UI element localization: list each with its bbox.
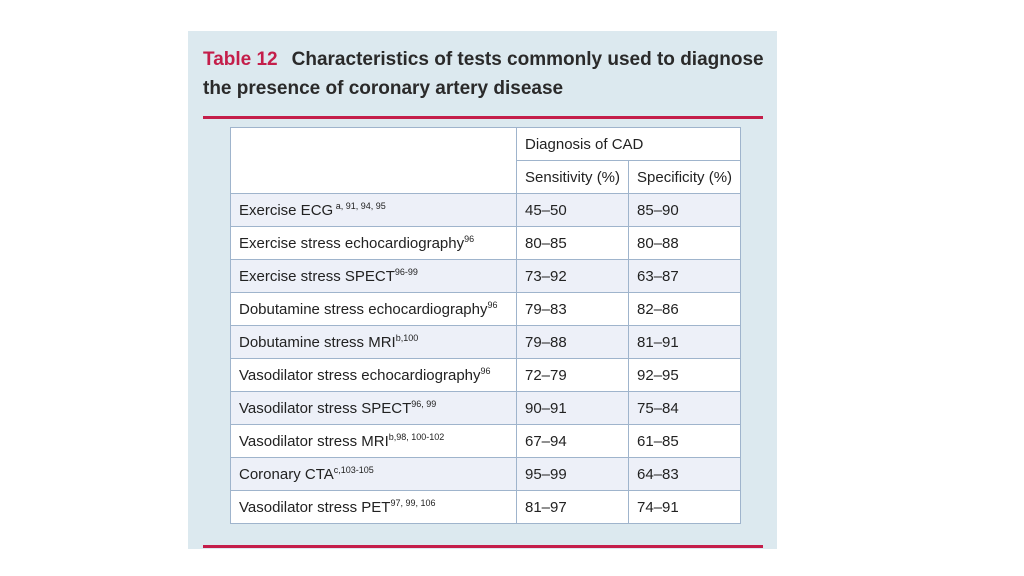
sensitivity-cell: 90–91 <box>517 392 629 425</box>
test-name-cell <box>231 326 517 359</box>
test-name: Vasodilator stress PET <box>239 498 391 516</box>
specificity-cell: 64–83 <box>629 458 741 491</box>
header-row-group <box>231 128 741 161</box>
sensitivity-cell: 73–92 <box>517 260 629 293</box>
test-name-cell <box>231 392 517 425</box>
table-row <box>231 425 741 458</box>
test-name-cell <box>231 194 517 227</box>
table-caption <box>203 45 768 103</box>
sensitivity-cell: 79–88 <box>517 326 629 359</box>
bottom-rule <box>203 545 763 548</box>
sensitivity-header: Sensitivity (%) <box>517 161 629 194</box>
table-title: Characteristics of tests commonly used to diagnose the presence of coronary artery disease <box>203 49 764 99</box>
table-row <box>231 491 741 524</box>
specificity-cell: 92–95 <box>629 359 741 392</box>
test-name: Vasodilator stress SPECT <box>239 399 412 417</box>
sensitivity-cell: 80–85 <box>517 227 629 260</box>
specificity-cell: 63–87 <box>629 260 741 293</box>
specificity-header: Specificity (%) <box>629 161 741 194</box>
sensitivity-cell: 72–79 <box>517 359 629 392</box>
sensitivity-cell: 79–83 <box>517 293 629 326</box>
reference-superscript: 96-99 <box>394 266 418 277</box>
specificity-cell: 85–90 <box>629 194 741 227</box>
test-name: Vasodilator stress MRI <box>239 432 389 450</box>
reference-superscript: b,98, 100-102 <box>388 431 445 442</box>
table-number: Table 12 <box>203 49 278 70</box>
specificity-cell: 80–88 <box>629 227 741 260</box>
test-name-cell <box>231 260 517 293</box>
table-row <box>231 194 741 227</box>
test-name: Coronary CTA <box>239 465 334 483</box>
test-name-cell <box>231 227 517 260</box>
test-name: Dobutamine stress echocardiography <box>239 300 488 318</box>
test-name-cell <box>231 458 517 491</box>
reference-superscript: b,100 <box>395 332 419 343</box>
top-rule <box>203 116 763 119</box>
header-empty-cell <box>231 128 517 194</box>
table-row <box>231 260 741 293</box>
reference-superscript: a, 91, 94, 95 <box>333 200 386 211</box>
reference-superscript: 96, 99 <box>411 398 437 409</box>
specificity-cell: 75–84 <box>629 392 741 425</box>
reference-superscript: 97, 99, 106 <box>390 497 436 508</box>
test-name: Exercise stress SPECT <box>239 267 395 285</box>
sensitivity-cell: 67–94 <box>517 425 629 458</box>
test-name: Dobutamine stress MRI <box>239 333 396 351</box>
sensitivity-cell: 95–99 <box>517 458 629 491</box>
reference-superscript: 96 <box>464 233 475 244</box>
test-name: Vasodilator stress echocardiography <box>239 366 481 384</box>
table-body <box>231 194 741 524</box>
data-table <box>230 127 741 524</box>
specificity-cell: 74–91 <box>629 491 741 524</box>
test-name-cell <box>231 491 517 524</box>
test-name: Exercise stress echocardiography <box>239 234 465 252</box>
test-name-cell <box>231 359 517 392</box>
reference-superscript: 96 <box>487 299 498 310</box>
specificity-cell: 81–91 <box>629 326 741 359</box>
table-row <box>231 293 741 326</box>
test-name: Exercise ECG <box>239 201 334 219</box>
table-panel <box>188 31 777 549</box>
group-header-cell: Diagnosis of CAD <box>517 128 741 161</box>
table-row <box>231 326 741 359</box>
table-row <box>231 359 741 392</box>
reference-superscript: c,103-105 <box>333 464 374 475</box>
table-row <box>231 458 741 491</box>
reference-superscript: 96 <box>480 365 491 376</box>
table-row <box>231 392 741 425</box>
table-row <box>231 227 741 260</box>
specificity-cell: 61–85 <box>629 425 741 458</box>
test-name-cell <box>231 425 517 458</box>
specificity-cell: 82–86 <box>629 293 741 326</box>
sensitivity-cell: 81–97 <box>517 491 629 524</box>
test-name-cell <box>231 293 517 326</box>
sensitivity-cell: 45–50 <box>517 194 629 227</box>
